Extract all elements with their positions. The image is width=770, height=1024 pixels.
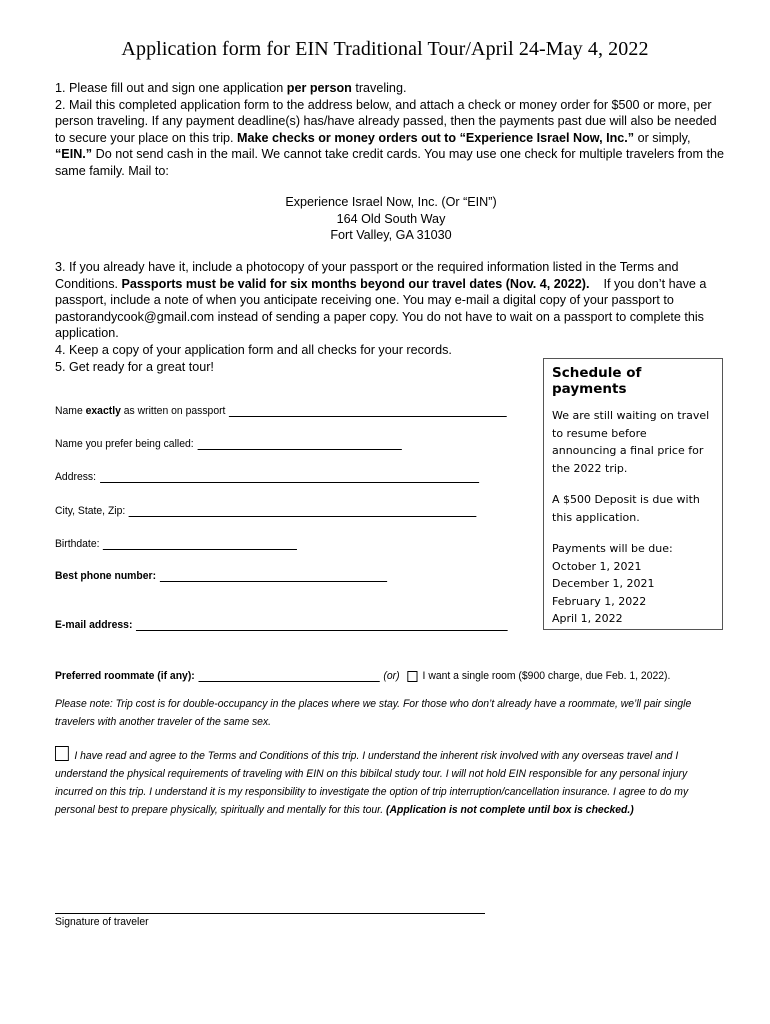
agreement-required-note: (Application is not complete until box is checked.) — [386, 804, 634, 816]
roommate-row — [55, 669, 670, 682]
passport-name-field[interactable] — [55, 404, 507, 417]
payment-schedule-box — [543, 358, 723, 630]
passport-name-label-bold: exactly — [85, 405, 121, 417]
passport-validity-text: Passports must be valid for six months beyond our travel dates (Nov. 4, 2022). — [121, 276, 590, 291]
address-line-3: Fort Valley, GA 31030 — [330, 228, 452, 243]
mailing-address — [0, 194, 770, 244]
address-line-1: Experience Israel Now, Inc. (Or “EIN”) — [285, 195, 497, 209]
passport-name-label-post: as written on passport — [120, 405, 226, 417]
schedule-date: December 1, 2021 — [552, 577, 655, 590]
agreement-checkbox[interactable] — [55, 746, 69, 761]
address-input-line[interactable] — [100, 470, 479, 483]
instruction-2-text: 2. Mail this completed application form to the address below, and attach a check or money order for $500 or more, per person traveling. If any payment deadline(s) has/have already passed, then the payments past due will also be needed to secure your place on this trip. — [55, 97, 717, 145]
phone-label: Best phone number: — [55, 570, 157, 582]
city-state-zip-field[interactable] — [55, 504, 477, 517]
email-input-line[interactable] — [136, 618, 508, 631]
preferred-name-field[interactable] — [55, 437, 402, 450]
schedule-price-note: We are still waiting on travel to resume before announcing a final price for the 2022 trip. — [552, 409, 710, 475]
schedule-dates-label: Payments will be due: — [552, 542, 673, 555]
payable-to-text: Make checks or money orders out to “Experience Israel Now, Inc.” — [237, 130, 635, 145]
passport-name-label-pre: Name — [55, 405, 86, 417]
double-occupancy-note: Please note: Trip cost is for double-occupancy in the places where we stay. For those who don’t already have a roommate, we’ll pair single travelers with another traveler of the same sex. — [55, 698, 692, 728]
instruction-2-text-end: Do not send cash in the mail. We cannot take credit cards. You may use one check for multiple travelers from the same family. Mail to: — [55, 147, 724, 178]
city-state-zip-input-line[interactable] — [129, 504, 477, 517]
passport-name-input-line[interactable] — [229, 404, 507, 417]
instructions — [55, 80, 725, 180]
schedule-date: February 1, 2022 — [552, 594, 647, 608]
birthdate-label: Birthdate: — [55, 538, 100, 550]
instruction-1 — [55, 80, 725, 97]
terms-agreement — [55, 746, 717, 819]
roommate-or-text: (or) — [383, 670, 400, 682]
roommate-label: Preferred roommate (if any): — [55, 670, 195, 682]
address-field[interactable] — [55, 470, 479, 483]
phone-input-line[interactable] — [160, 569, 387, 582]
payable-to-short: “EIN.” — [55, 147, 93, 162]
instruction-2-mid: or simply, — [634, 130, 691, 145]
roommate-input-line[interactable] — [198, 669, 379, 682]
email-label: E-mail address: — [55, 619, 133, 631]
signature-label: Signature of traveler — [55, 916, 149, 928]
instruction-2 — [55, 97, 725, 180]
single-room-label: I want a single room ($900 charge, due Feb. 1, 2022). — [422, 670, 671, 682]
address-line-2: 164 Old South Way — [336, 211, 446, 226]
instruction-1-text: 1. Please fill out and sign one application — [55, 81, 287, 95]
single-room-checkbox[interactable] — [407, 671, 417, 682]
schedule-date: April 1, 2022 — [552, 612, 623, 625]
instruction-5: 5. Get ready for a great tour! — [55, 359, 214, 374]
schedule-title: Schedule of payments — [552, 365, 642, 397]
passport-name-label — [55, 405, 225, 417]
agreement-text: I have read and agree to the Terms and Conditions of this trip. I understand the inherent risk involved with any overseas travel and I understand the physical requirements of traveling with EIN on this bibilcal study tour. I will not hold EIN responsible for any personal injury incurred on this trip. I understand it is my responsibility to investigate the option of trip interruption/cancellation insurance. I agree to do my personal best to prepare physically, spiritually and mentally for this tour. — [55, 750, 689, 816]
instruction-4: 4. Keep a copy of your application form and all checks for your records. — [55, 342, 452, 357]
phone-field[interactable] — [55, 569, 387, 582]
schedule-date: October 1, 2021 — [552, 559, 642, 573]
schedule-deposit-note: A $500 Deposit is due with this application. — [552, 493, 700, 524]
birthdate-field[interactable] — [55, 537, 297, 550]
birthdate-input-line[interactable] — [103, 537, 297, 550]
form-title: Application form for EIN Traditional Tour/April 24-May 4, 2022 — [121, 38, 649, 60]
instruction-1-text-end: traveling. — [351, 81, 407, 95]
email-field[interactable] — [55, 618, 508, 631]
city-state-zip-label: City, State, Zip: — [55, 505, 126, 517]
instruction-3 — [55, 259, 725, 342]
instruction-1-bold: per person — [286, 81, 352, 95]
preferred-name-label: Name you prefer being called: — [55, 438, 194, 450]
address-label: Address: — [55, 471, 97, 483]
instruction-3-text: 3. If you already have it, include a photocopy of your passport or the required information listed in the Terms and Conditions. — [55, 260, 679, 291]
signature-line[interactable] — [55, 913, 485, 914]
schedule-dates — [552, 540, 714, 628]
preferred-name-input-line[interactable] — [197, 437, 401, 450]
instruction-3-text-end: If you don’t have a passport, include a note of when you anticipate receiving one. You may e-mail a digital copy of your passport to pastorandycook@gmail.com instead of sending a paper copy. You do not have to wait on a passport to complete this application. — [55, 276, 710, 341]
